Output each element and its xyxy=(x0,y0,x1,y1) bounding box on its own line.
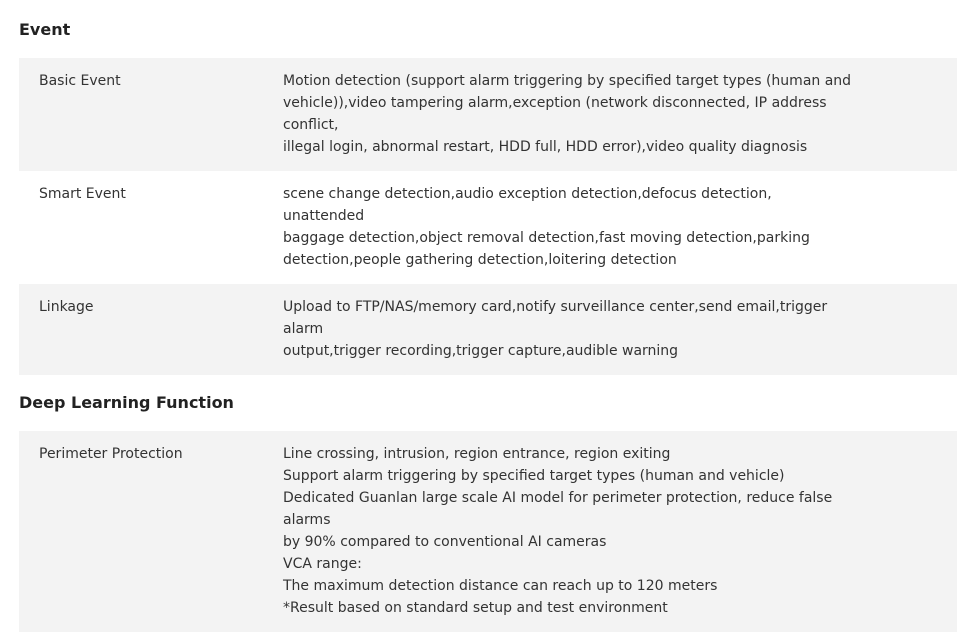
spec-value-line: The maximum detection distance can reach up to 120 meters xyxy=(283,578,718,594)
spec-value xyxy=(283,183,853,271)
spec-value xyxy=(283,70,853,158)
spec-value-line: Dedicated Guanlan large scale AI model for perimeter protection, reduce false alarms xyxy=(283,490,833,528)
spec-value-line: Line crossing, intrusion, region entrance, region exiting xyxy=(283,446,671,462)
spec-value-line: Support alarm triggering by specified target types (human and vehicle) xyxy=(283,468,785,484)
spec-label: Perimeter Protection xyxy=(39,446,183,462)
spec-value-line: by 90% compared to conventional AI cameras xyxy=(283,534,607,550)
spec-value-line: detection,people gathering detection,loitering detection xyxy=(283,252,677,268)
spec-label: Smart Event xyxy=(39,186,126,202)
section-title-event: Event xyxy=(19,20,71,39)
spec-value-line: baggage detection,object removal detection,fast moving detection,parking xyxy=(283,230,810,246)
spec-row-smart-event xyxy=(19,171,957,284)
event-spec-table xyxy=(19,58,957,375)
spec-value-line: vehicle)),video tampering alarm,exception (network disconnected, IP address conflict, xyxy=(283,95,827,133)
spec-value-line: scene change detection,audio exception detection,defocus detection, unattended xyxy=(283,186,772,224)
deep-learning-spec-table xyxy=(19,431,957,632)
spec-row-basic-event xyxy=(19,58,957,171)
spec-value-line: Upload to FTP/NAS/memory card,notify surveillance center,send email,trigger alarm xyxy=(283,299,828,337)
spec-label: Basic Event xyxy=(39,73,121,89)
spec-value-line: VCA range: xyxy=(283,556,362,572)
section-title-deep-learning: Deep Learning Function xyxy=(19,393,234,412)
spec-value-line: *Result based on standard setup and test environment xyxy=(283,600,668,616)
spec-value-line: output,trigger recording,trigger capture,audible warning xyxy=(283,343,679,359)
spec-row-perimeter-protection xyxy=(19,431,957,632)
spec-page xyxy=(19,0,957,632)
spec-value xyxy=(283,296,853,362)
spec-label: Linkage xyxy=(39,299,94,315)
spec-value-line: Motion detection (support alarm triggering by specified target types (human and xyxy=(283,73,852,89)
spec-value xyxy=(283,443,853,619)
spec-row-linkage xyxy=(19,284,957,375)
spec-value-line: illegal login, abnormal restart, HDD full, HDD error),video quality diagnosis xyxy=(283,139,808,155)
